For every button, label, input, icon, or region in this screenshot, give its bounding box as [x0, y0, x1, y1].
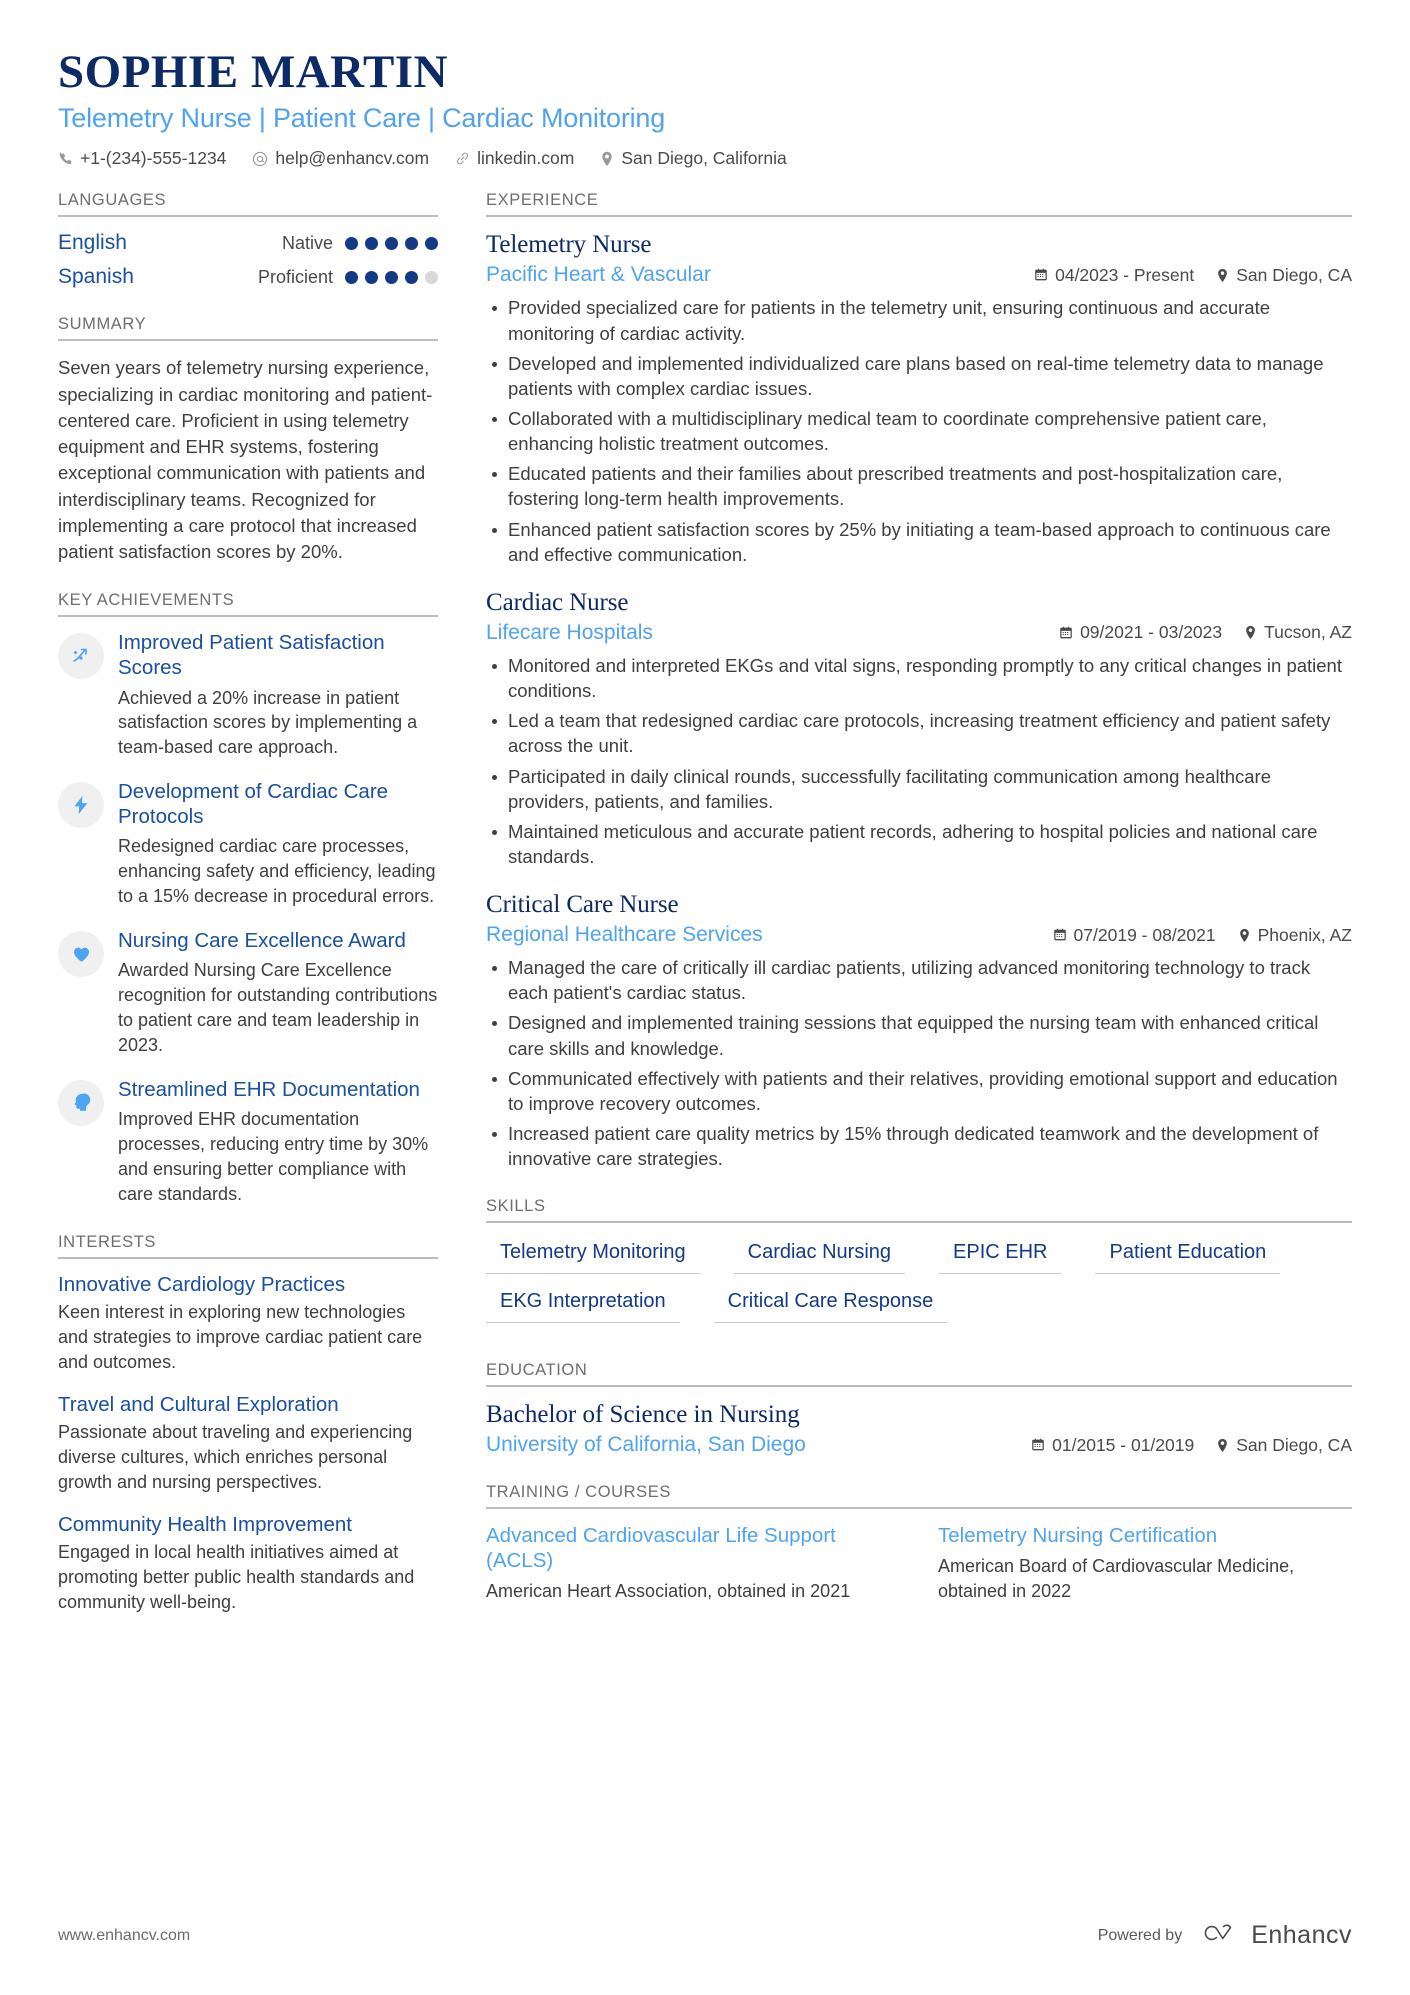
- enhancv-mark-icon: [1198, 1920, 1242, 1951]
- course-description: American Heart Association, obtained in 2021: [486, 1581, 851, 1602]
- achievement-body: [118, 780, 438, 909]
- experience-item: [486, 891, 1352, 1171]
- summary-text: Seven years of telemetry nursing experience, specializing in cardiac monitoring and patient-centered care. Proficient in using telemetry equipment and EHR systems, fostering exceptional communication with patients and interdisciplinary teams. Recognized for implementing a care protocol that increased patient satisfaction scores by 20%.: [58, 357, 433, 563]
- experience-item: [486, 231, 1352, 567]
- rating-dot: [365, 237, 378, 250]
- contact-email-text: help@enhancv.com: [275, 148, 430, 169]
- enhancv-logo: [1198, 1920, 1352, 1951]
- skill-chip: Patient Education: [1095, 1237, 1280, 1274]
- job-meta-right: [1034, 265, 1352, 286]
- job-location: [1216, 265, 1352, 286]
- interest-description: Engaged in local health initiatives aimed at promoting better public health standards and community well-being.: [58, 1542, 415, 1613]
- section-heading-training: TRAINING / COURSES: [486, 1483, 1352, 1509]
- skill-chip: Telemetry Monitoring: [486, 1237, 700, 1274]
- language-item: [58, 265, 438, 289]
- calendar-icon: [1034, 268, 1048, 282]
- right-column: [476, 191, 1352, 1630]
- job-bullet: Increased patient care quality metrics by 15% through dedicated teamwork and the development of innovative care strategies.: [486, 1121, 1352, 1171]
- job-bullet: Led a team that redesigned cardiac care protocols, increasing treatment efficiency and patient safety across the unit.: [486, 708, 1352, 758]
- footer-branding: [1098, 1920, 1352, 1951]
- achievement-title: Streamlined EHR Documentation: [118, 1077, 420, 1101]
- rating-dot: [405, 271, 418, 284]
- location-pin-icon: [600, 151, 614, 167]
- contact-phone[interactable]: [58, 148, 226, 169]
- language-dots: [345, 237, 438, 250]
- job-bullets: [486, 653, 1352, 869]
- achievement-title: Nursing Care Excellence Award: [118, 928, 406, 952]
- heart-icon: [58, 931, 104, 977]
- section-heading-summary: SUMMARY: [58, 315, 438, 341]
- job-location: [1238, 925, 1352, 946]
- education-location-text: San Diego, CA: [1236, 1434, 1352, 1455]
- education-dates-text: 01/2015 - 01/2019: [1052, 1434, 1195, 1455]
- resume-body: [58, 191, 1352, 1641]
- achievement-title: Development of Cardiac Care Protocols: [118, 780, 389, 828]
- section-skills: [486, 1197, 1352, 1335]
- candidate-headline: Telemetry Nurse | Patient Care | Cardiac Monitoring: [58, 103, 666, 134]
- education-dates: [1031, 1435, 1194, 1456]
- job-company[interactable]: Pacific Heart & Vascular: [486, 263, 711, 287]
- achievement-item: [58, 1078, 438, 1207]
- courses-list: [486, 1523, 1352, 1604]
- interest-description: Keen interest in exploring new technologies and strategies to improve cardiac patient care and outcomes.: [58, 1302, 423, 1372]
- section-heading-education: EDUCATION: [486, 1361, 1352, 1387]
- head-idea-icon: [58, 1080, 104, 1126]
- interest-item: [58, 1273, 438, 1375]
- section-education: [486, 1361, 1352, 1457]
- education-school[interactable]: University of California, San Diego: [486, 1433, 806, 1457]
- job-bullet: Participated in daily clinical rounds, successfully facilitating communication among healthcare providers, patients, and families.: [486, 764, 1352, 814]
- skill-chip: EPIC EHR: [939, 1237, 1061, 1274]
- job-meta: [486, 923, 1352, 947]
- job-meta-right: [1053, 925, 1352, 946]
- language-dots: [345, 271, 438, 284]
- education-degree: Bachelor of Science in Nursing: [486, 1401, 800, 1429]
- achievement-body: [118, 929, 438, 1058]
- language-level: Native: [281, 232, 333, 253]
- job-title: Critical Care Nurse: [486, 891, 679, 919]
- calendar-icon: [1031, 1438, 1045, 1452]
- section-heading-key-achievements: KEY ACHIEVEMENTS: [58, 591, 438, 617]
- phone-icon: [58, 151, 73, 166]
- powered-by-label: Powered by: [1097, 1926, 1183, 1944]
- trending-arrow-icon: [58, 633, 104, 679]
- job-bullet: Designed and implemented training sessions that equipped the nursing team with enhanced critical care skills and knowledge.: [486, 1010, 1352, 1060]
- link-icon: [455, 151, 470, 166]
- section-heading-skills: SKILLS: [486, 1197, 1352, 1223]
- achievement-description: Redesigned cardiac care processes, enhancing safety and efficiency, leading to a 15% decrease in procedural errors.: [118, 836, 436, 906]
- language-item: [58, 231, 438, 255]
- achievement-body: [118, 631, 438, 760]
- enhancv-wordmark: Enhancv: [1251, 1921, 1352, 1949]
- section-heading-languages: LANGUAGES: [58, 191, 438, 217]
- skill-chip: Cardiac Nursing: [734, 1237, 905, 1274]
- interest-title: Community Health Improvement: [58, 1512, 352, 1536]
- section-heading-interests: INTERESTS: [58, 1233, 438, 1259]
- resume-header: [58, 48, 1352, 169]
- skills-list: [486, 1237, 1352, 1335]
- location-pin-icon: [1216, 1438, 1229, 1453]
- job-dates-text: 04/2023 - Present: [1055, 264, 1195, 285]
- interest-description: Passionate about traveling and experiencing diverse cultures, which enriches personal growth and nursing perspectives.: [58, 1422, 413, 1492]
- job-dates: [1034, 265, 1194, 286]
- email-icon: [252, 151, 268, 167]
- contact-list: [58, 148, 1352, 169]
- rating-dot: [425, 237, 438, 250]
- education-meta: [486, 1433, 1352, 1457]
- job-meta: [486, 263, 1352, 287]
- section-experience: [486, 191, 1352, 1171]
- job-bullet: Monitored and interpreted EKGs and vital signs, responding promptly to any critical changes in patient conditions.: [486, 653, 1352, 703]
- job-meta-right: [1059, 622, 1352, 643]
- rating-dot: [385, 271, 398, 284]
- job-bullet: Developed and implemented individualized care plans based on real-time telemetry data to manage patients with complex cardiac issues.: [486, 351, 1352, 401]
- interest-item: [58, 1513, 438, 1615]
- language-name: English: [58, 231, 127, 255]
- section-heading-experience: EXPERIENCE: [486, 191, 1352, 217]
- job-meta: [486, 621, 1352, 645]
- course-item: [486, 1523, 900, 1604]
- job-dates-text: 09/2021 - 03/2023: [1080, 622, 1223, 643]
- contact-linkedin-text: linkedin.com: [477, 148, 575, 169]
- location-pin-icon: [1244, 625, 1257, 640]
- achievement-item: [58, 631, 438, 760]
- language-name: Spanish: [58, 265, 134, 289]
- rating-dot: [345, 237, 358, 250]
- language-rating: [282, 233, 438, 254]
- job-location: [1244, 622, 1352, 643]
- job-bullet: Communicated effectively with patients and their relatives, providing emotional support and education to improve recovery outcomes.: [486, 1066, 1352, 1116]
- achievement-description: Improved EHR documentation processes, reducing entry time by 30% and ensuring better compliance with care standards.: [118, 1109, 429, 1204]
- achievement-body: [118, 1078, 438, 1207]
- job-location-text: Phoenix, AZ: [1257, 924, 1352, 945]
- course-title[interactable]: Advanced Cardiovascular Life Support (ACLS): [486, 1524, 836, 1573]
- rating-dot-empty: [425, 271, 438, 284]
- interest-item: [58, 1393, 438, 1495]
- job-company[interactable]: Regional Healthcare Services: [486, 923, 763, 947]
- skill-chip: Critical Care Response: [714, 1286, 948, 1323]
- location-pin-icon: [1238, 928, 1251, 943]
- job-title: Telemetry Nurse: [486, 231, 652, 259]
- skill-chip: EKG Interpretation: [486, 1286, 680, 1323]
- experience-item: [486, 589, 1352, 869]
- section-key-achievements: [58, 591, 438, 1206]
- candidate-name: SOPHIE MARTIN: [58, 46, 449, 98]
- interest-title: Innovative Cardiology Practices: [58, 1272, 346, 1296]
- education-location: [1216, 1435, 1352, 1456]
- course-description: American Board of Cardiovascular Medicine, obtained in 2022: [938, 1556, 1295, 1602]
- rating-dot: [385, 237, 398, 250]
- calendar-icon: [1059, 626, 1073, 640]
- contact-location-text: San Diego, California: [621, 148, 787, 169]
- job-company[interactable]: Lifecare Hospitals: [486, 620, 653, 644]
- section-training-courses: [486, 1483, 1352, 1604]
- job-bullet: Enhanced patient satisfaction scores by 25% by initiating a team-based approach to continuous care and effective communication.: [486, 517, 1352, 567]
- education-item: [486, 1401, 1352, 1457]
- job-location-text: San Diego, CA: [1236, 264, 1352, 285]
- language-rating: [258, 267, 438, 288]
- left-column: [58, 191, 476, 1641]
- achievement-title: Improved Patient Satisfaction Scores: [118, 631, 385, 680]
- section-languages: [58, 191, 438, 289]
- rating-dot: [365, 271, 378, 284]
- calendar-icon: [1053, 928, 1067, 942]
- interest-title: Travel and Cultural Exploration: [58, 1392, 339, 1416]
- course-item: [938, 1523, 1352, 1604]
- lightning-bolt-icon: [58, 782, 104, 828]
- course-title[interactable]: Telemetry Nursing Certification: [938, 1524, 1218, 1548]
- job-bullet: Educated patients and their families about prescribed treatments and post-hospitalization care, fostering long-term health improvements.: [486, 461, 1352, 511]
- achievement-item: [58, 929, 438, 1058]
- job-bullet: Maintained meticulous and accurate patient records, adhering to hospital policies and national care standards.: [486, 819, 1352, 869]
- achievement-description: Awarded Nursing Care Excellence recognition for outstanding contributions to patient care and team leadership in 2023.: [118, 960, 438, 1055]
- achievement-item: [58, 780, 438, 909]
- rating-dot: [405, 237, 418, 250]
- contact-email[interactable]: [252, 148, 429, 169]
- location-pin-icon: [1216, 268, 1229, 283]
- job-bullet: Collaborated with a multidisciplinary medical team to coordinate comprehensive patient care, enhancing holistic treatment outcomes.: [486, 406, 1352, 456]
- job-bullet: Provided specialized care for patients in the telemetry unit, ensuring continuous and accurate monitoring of cardiac activity.: [486, 295, 1352, 345]
- job-dates: [1059, 622, 1222, 643]
- job-dates: [1053, 925, 1216, 946]
- contact-linkedin[interactable]: [455, 148, 574, 169]
- job-title: Cardiac Nurse: [486, 588, 629, 616]
- section-summary: [58, 315, 438, 565]
- job-bullets: [486, 955, 1352, 1171]
- section-interests: [58, 1233, 438, 1615]
- resume-footer: [58, 1920, 1352, 1951]
- footer-url[interactable]: www.enhancv.com: [58, 1926, 191, 1944]
- job-dates-text: 07/2019 - 08/2021: [1073, 924, 1216, 945]
- job-bullets: [486, 295, 1352, 567]
- rating-dot: [345, 271, 358, 284]
- job-bullet: Managed the care of critically ill cardiac patients, utilizing advanced monitoring technology to track each patient's cardiac status.: [486, 955, 1352, 1005]
- achievement-description: Achieved a 20% increase in patient satisfaction scores by implementing a team-based care approach.: [118, 687, 418, 758]
- contact-phone-text: +1-(234)-555-1234: [80, 148, 227, 169]
- contact-location: [600, 148, 786, 169]
- language-level: Proficient: [257, 266, 333, 287]
- education-meta-right: [1031, 1435, 1352, 1456]
- job-location-text: Tucson, AZ: [1264, 622, 1352, 643]
